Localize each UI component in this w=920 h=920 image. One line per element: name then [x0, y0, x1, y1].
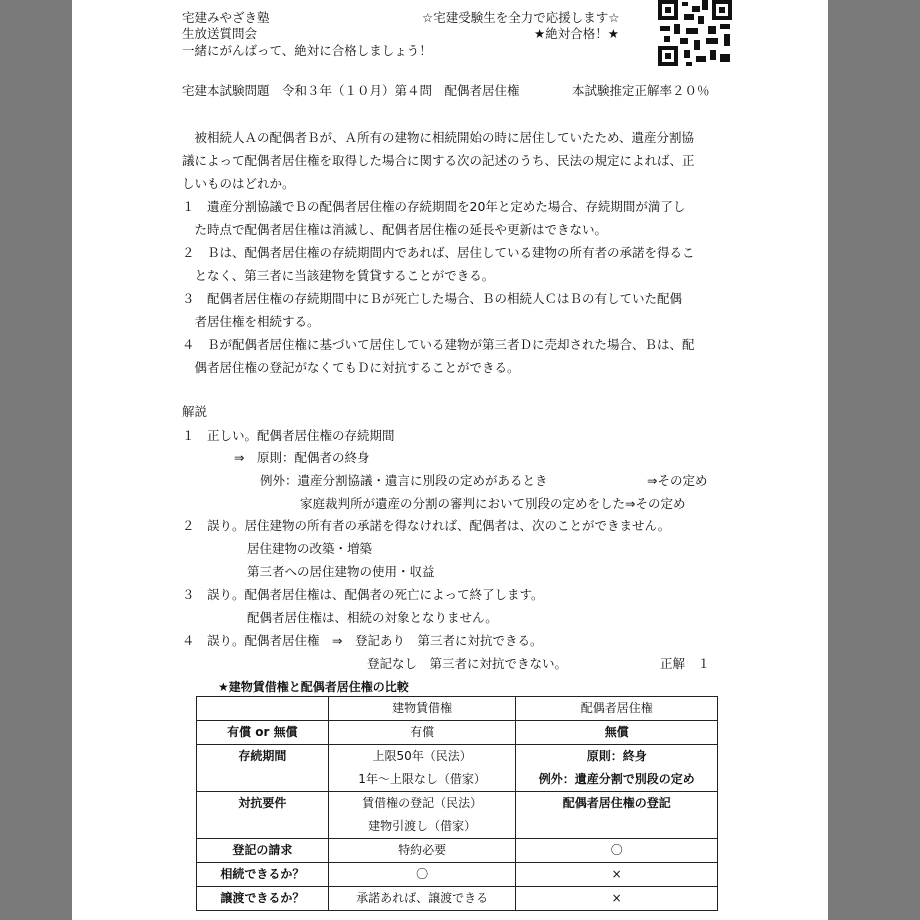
explanation-1-exception: 例外：遺産分割協議・遺言に別段の定めがあるとき: [260, 473, 548, 488]
qr-code: [658, 0, 732, 66]
table-cell: [328, 745, 516, 792]
stem-line: 議によって配偶者居住権を取得した場合に関する次の記述のうち、民法の規定によれば、正: [182, 153, 695, 168]
table-cell: ×: [516, 887, 718, 911]
stem-line: しいものはどれか。: [182, 176, 295, 191]
table-header-row: [197, 697, 718, 721]
table-row: [197, 721, 718, 745]
table-cell: 承諾あれば、譲渡できる: [328, 887, 516, 911]
explanation-1: １ 正しい。配偶者居住権の存続期間: [182, 428, 395, 443]
choice-1: １ 遺産分割協議でＢの配偶者居住権の存続期間を20年と定めた場合、存続期間が満了し: [182, 199, 686, 214]
document-page: [72, 0, 828, 920]
explanation-3-note: 配偶者居住権は、相続の対象となりません。: [247, 610, 498, 625]
explanation-1-principle: ⇒ 原則：配偶者の終身: [234, 450, 370, 465]
choice-2-cont: となく、第三者に当該建物を賃貸することができる。: [182, 268, 495, 283]
table-caption: ★建物賃借権と配偶者居住権の比較: [218, 680, 409, 694]
choice-2: ２ Ｂは、配偶者居住権の存続期間内であれば、居住している建物の所有者の承諾を得るこ: [182, 245, 695, 260]
table-cell: ×: [516, 863, 718, 887]
choice-4: ４ Ｂが配偶者居住権に基づいて居住している建物が第三者Ｄに売却された場合、Ｂは、配: [182, 337, 695, 352]
correct-rate: 本試験推定正解率２０％: [572, 83, 710, 98]
table-cell: 〇: [328, 863, 516, 887]
cell-line: 賃借権の登記（民法）: [362, 796, 483, 810]
choice-1-cont: た時点で配偶者居住権は消滅し、配偶者居住権の延長や更新はできない。: [182, 222, 608, 237]
problem-body: [182, 126, 792, 379]
choice-4-cont: 偶者居住権の登記がなくてもＤに対抗することができる。: [182, 360, 520, 375]
table-corner: [197, 697, 329, 721]
table-row: [197, 792, 718, 839]
stem-line: 被相続人Ａの配偶者Ｂが、Ａ所有の建物に相続開始の時に居住していたため、遺産分割協: [182, 130, 695, 145]
row-label: 有償 or 無償: [197, 721, 329, 745]
table-cell: 無償: [516, 721, 718, 745]
cell-line: 例外：遺産分割で別段の定め: [538, 772, 695, 786]
school-name: 宅建みやざき塾: [182, 10, 270, 25]
explanation-4-unregistered: 登記なし 第三者に対抗できない。: [367, 656, 568, 671]
choice-3-cont: 者居住権を相続する。: [182, 314, 320, 329]
comparison-table: [196, 696, 718, 911]
table-cell: [328, 792, 516, 839]
row-label: 譲渡できるか？: [197, 887, 329, 911]
explanation-3: ３ 誤り。配偶者居住権は、配偶者の死亡によって終了します。: [182, 587, 544, 602]
explanation-2: ２ 誤り。居住建物の所有者の承諾を得なければ、配偶者は、次のことができません。: [182, 518, 671, 533]
column-header: 建物賃借権: [328, 697, 516, 721]
cell-line: 建物引渡し（借家）: [368, 819, 477, 833]
support-slogan: ☆宅建受験生を全力で応援します☆: [422, 10, 620, 25]
explanation-2-item: 居住建物の改築・増築: [247, 541, 373, 556]
row-label: 対抗要件: [197, 792, 329, 839]
session-name: 生放送質問会: [182, 26, 258, 41]
choice-3: ３ 配偶者居住権の存続期間中にＢが死亡した場合、Ｂの相続人ＣはＢの有していた配偶: [182, 291, 683, 306]
explanation-heading: 解説: [182, 404, 208, 419]
answer: 正解 １: [660, 656, 711, 671]
table-cell: 〇: [516, 839, 718, 863]
column-header: 配偶者居住権: [516, 697, 718, 721]
problem-title: 宅建本試験問題 令和３年（１０月）第４問 配偶者居住権: [182, 83, 520, 98]
table-row: [197, 887, 718, 911]
row-label: 相続できるか？: [197, 863, 329, 887]
row-label: 登記の請求: [197, 839, 329, 863]
table-cell: 有償: [328, 721, 516, 745]
motto: 一緒にがんばって、絶対に合格しましょう！: [182, 43, 432, 58]
explanation-1-exception-result: ⇒その定め: [647, 473, 708, 488]
cell-line: 上限50年（民法）: [372, 749, 472, 763]
pass-slogan: ★絶対合格！★: [534, 26, 619, 41]
explanation-1-court: 家庭裁判所が遺産の分割の審判において別段の定めをした⇒その定め: [300, 496, 686, 511]
table-row: [197, 863, 718, 887]
table-row: [197, 745, 718, 792]
explanation-4: ４ 誤り。配偶者居住権 ⇒ 登記あり 第三者に対抗できる。: [182, 633, 543, 648]
cell-line: 1年～上限なし（借家）: [358, 772, 486, 786]
table-cell: 配偶者居住権の登記: [516, 792, 718, 839]
cell-line: 原則：終身: [586, 749, 647, 763]
explanation-2-item: 第三者への居住建物の使用・収益: [247, 564, 435, 579]
table-cell: 特約必要: [328, 839, 516, 863]
row-label: 存続期間: [197, 745, 329, 792]
table-row: [197, 839, 718, 863]
table-cell: [516, 745, 718, 792]
